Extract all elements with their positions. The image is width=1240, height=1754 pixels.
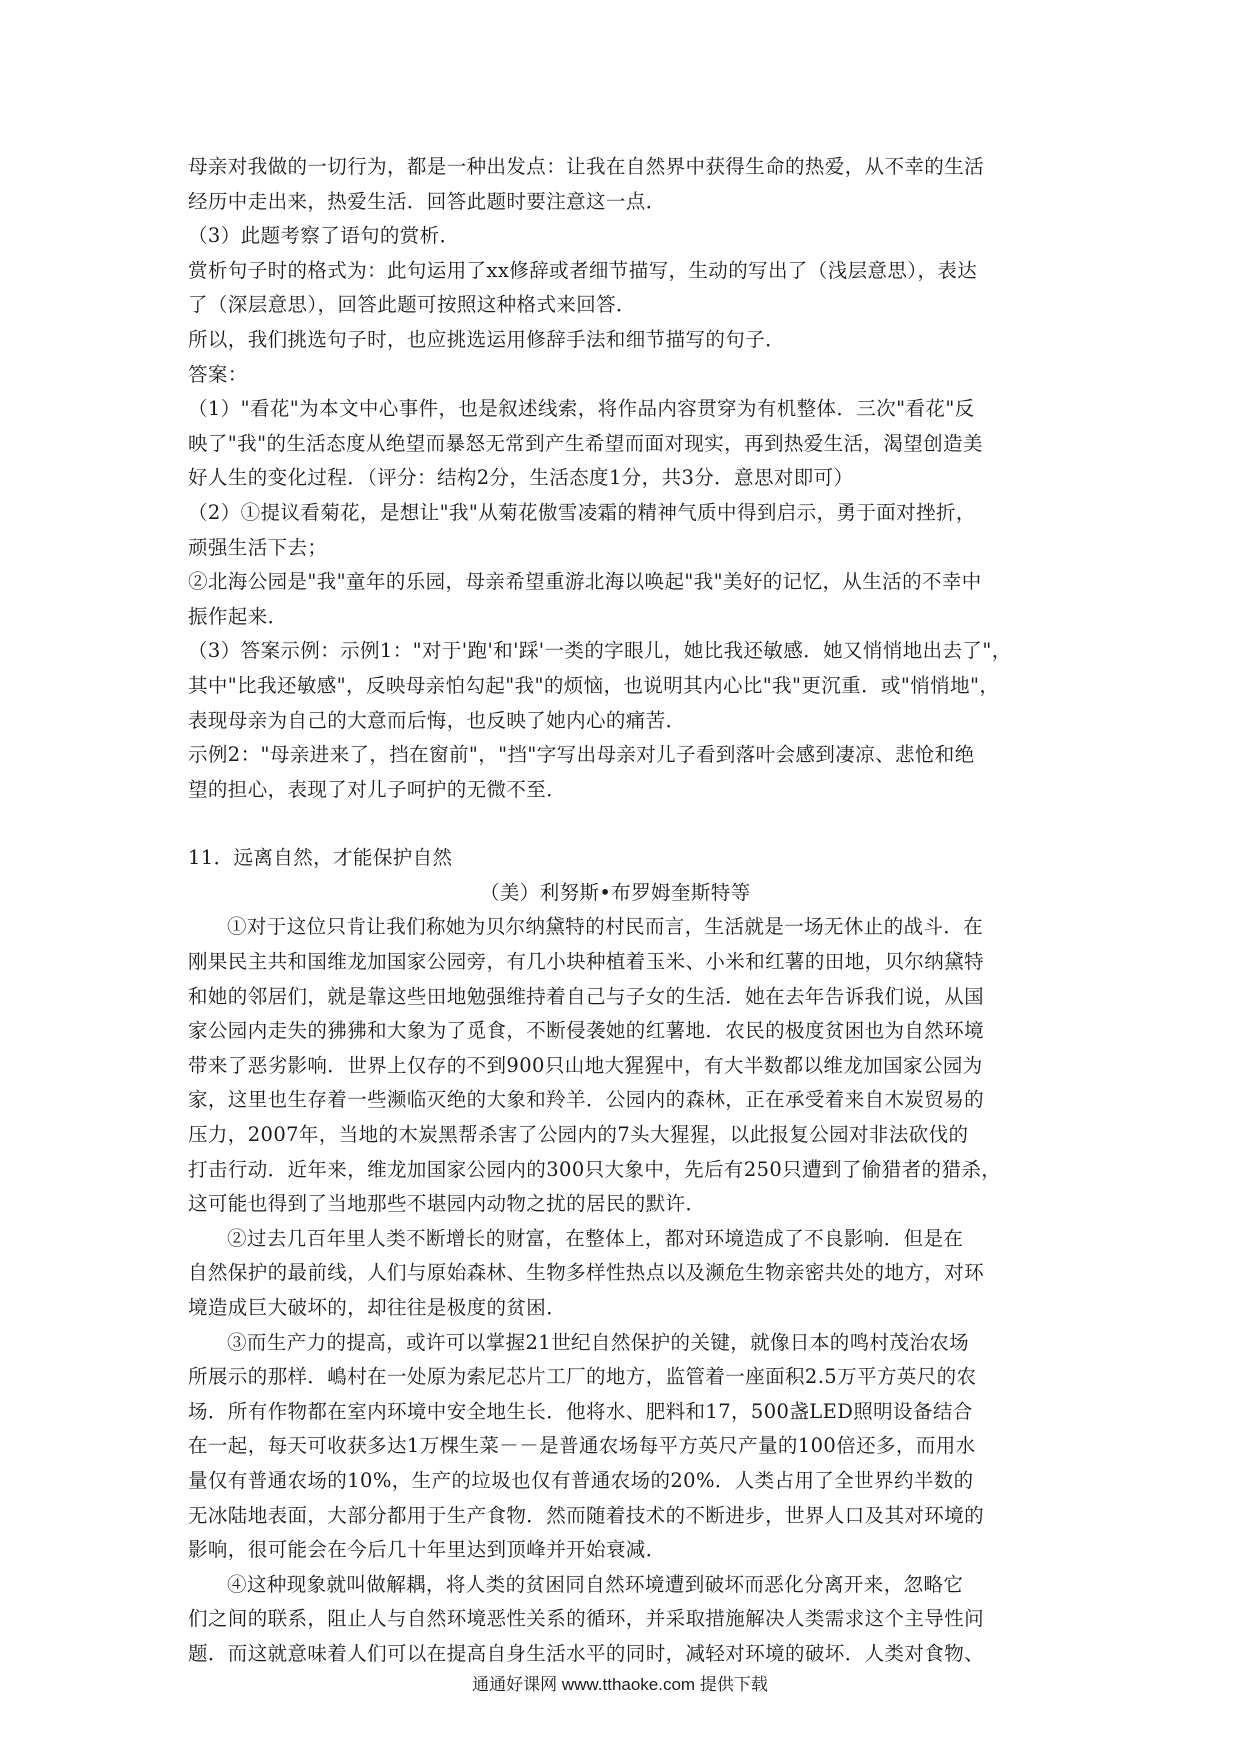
paragraph [188, 1326, 1054, 1568]
text-line: 家公园内走失的狒狒和大象为了觅食，不断侵袭她的红薯地．农民的极度贫困也为自然环境 [188, 1019, 985, 1043]
text-line: 母亲对我做的一切行为，都是一种出发点：让我在自然界中获得生命的热爱，从不幸的生活 [188, 155, 985, 178]
paragraph [188, 323, 1054, 358]
text-line: ②北海公园是"我"童年的乐园，母亲希望重游北海以唤起"我"美好的记忆，从生活的不幸中 [188, 570, 982, 594]
text-line: 无冰陆地表面，大部分都用于生产食物．然而随着技术的不断进步，世界人口及其对环境的 [188, 1503, 985, 1527]
article-title: 11．远离自然，才能保护自然 [188, 846, 453, 870]
paragraph [188, 496, 1054, 565]
text-line: （2）①提议看菊花，是想让"我"从菊花傲雪凌霜的精神气质中得到启示，勇于面对挫折， [188, 500, 976, 524]
text-line: 题．而这就意味着人们可以在提高自身生活水平的同时，减轻对环境的破坏．人类对食物、 [188, 1641, 985, 1665]
text-line: 压力，2007年，当地的木炭黑帮杀害了公园内的7头大猩猩，以此报复公园对非法砍伐的 [188, 1123, 969, 1147]
text-line: 映了"我"的生活态度从绝望而暴怒无常到产生希望而面对现实，再到热爱生活，渴望创造美 [188, 431, 983, 455]
text-line: （1）"看花"为本文中心事件，也是叙述线索，将作品内容贯穿为有机整体．三次"看花"反 [188, 397, 975, 421]
text-line: 振作起来． [188, 604, 288, 628]
text-line: 自然保护的最前线，人们与原始森林、生物多样性热点以及濒危生物亲密共处的地方，对环 [188, 1261, 985, 1285]
text-line: 经历中走出来，热爱生活．回答此题时要注意这一点． [188, 189, 666, 213]
paragraph [188, 150, 1054, 219]
text-line: ①对于这位只肯让我们称她为贝尔纳黛特的村民而言，生活就是一场无休止的战斗．在 [227, 915, 984, 939]
text-line: 所以，我们挑选句子时，也应挑选运用修辞手法和细节描写的句子． [188, 327, 786, 351]
paragraph [188, 254, 1054, 323]
text-line: 们之间的联系，阻止人与自然环境恶性关系的循环，并采取措施解决人类需求这个主导性问 [188, 1607, 985, 1631]
paragraph [188, 634, 1054, 738]
text-line: 顽强生活下去； [188, 535, 328, 559]
text-line: 带来了恶劣影响．世界上仅存的不到900只山地大猩猩中，有大半数都以维龙加国家公园为 [188, 1053, 983, 1077]
paragraph [188, 910, 1054, 1221]
text-line: 影响，很可能会在今后几十年里达到顶峰并开始衰减． [188, 1538, 666, 1562]
text-line: 打击行动．近年来，维龙加国家公园内的300只大象中，先后有250只遭到了偷猎者的猎杀， [188, 1157, 1002, 1181]
text-line: 答案： [188, 362, 248, 386]
text-line: 场．所有作物都在室内环境中安全地生长．他将水、肥料和17，500盏LED照明设备结合 [188, 1399, 973, 1423]
text-line: 望的担心，表现了对儿子呵护的无微不至． [188, 777, 567, 801]
paragraph [188, 738, 1054, 807]
paragraph [188, 392, 1054, 496]
page-footer: 通通好课网 www.tthaoke.com 提供下载 [472, 1675, 768, 1694]
paragraph [188, 1222, 1054, 1326]
text-line: （3）答案示例：示例1："对于'跑'和'踩'一类的字眼儿，她比我还敏感．她又悄悄地出去了"， [188, 639, 1012, 663]
paragraph [188, 565, 1054, 634]
text-line: 这可能也得到了当地那些不堪园内动物之扰的居民的默许． [188, 1192, 706, 1216]
text-line: 量仅有普通农场的10%，生产的垃圾也仅有普通农场的20%．人类占用了全世界约半数的 [188, 1468, 974, 1492]
answer-section [188, 150, 1054, 807]
text-line: ④这种现象就叫做解耦，将人类的贫困同自然环境遭到破坏而恶化分离开来，忽略它 [227, 1572, 964, 1596]
section-gap [188, 807, 1054, 841]
text-line: 赏析句子时的格式为：此句运用了xx修辞或者细节描写，生动的写出了（浅层意思），表达 [188, 258, 978, 282]
text-line: 和她的邻居们，就是靠这些田地勉强维持着自己与子女的生活．她在去年告诉我们说，从国 [188, 984, 985, 1008]
text-line: 在一起，每天可收获多达1万棵生菜－－是普通农场每平方英尺产量的100倍还多，而用水 [188, 1434, 976, 1458]
text-line: （3）此题考察了语句的赏析． [188, 224, 460, 248]
text-line: 家，这里也生存着一些濒临灭绝的大象和羚羊．公园内的森林，正在承受着来自木炭贸易的 [188, 1088, 985, 1112]
text-line: 其中"比我还敏感"，反映母亲怕勾起"我"的烦恼，也说明其内心比"我"更沉重．或"悄悄地"， [188, 673, 1000, 697]
text-line: 刚果民主共和国维龙加国家公园旁，有几小块种植着玉米、小米和红薯的田地，贝尔纳黛特 [188, 950, 985, 974]
article-section [188, 910, 1054, 1671]
text-line: 了（深层意思），回答此题可按照这种格式来回答． [188, 293, 636, 317]
article-byline: （美）利努斯•布罗姆奎斯特等 [480, 880, 751, 904]
paragraph [188, 219, 1054, 254]
paragraph [188, 358, 1054, 393]
text-line: 所展示的那样．嶋村在一处原为索尼芯片工厂的地方，监管着一座面积2.5万平方英尺的农 [188, 1365, 977, 1389]
text-line: 境造成巨大破坏的，却往往是极度的贫困． [188, 1296, 567, 1319]
text-line: ②过去几百年里人类不断增长的财富，在整体上，都对环境造成了不良影响．但是在 [227, 1226, 964, 1250]
text-line: 示例2："母亲进来了，挡在窗前"，"挡"字写出母亲对儿子看到落叶会感到凄凉、悲怆和绝 [188, 743, 975, 767]
text-line: 表现母亲为自己的大意而后悔，也反映了她内心的痛苦． [188, 708, 686, 732]
text-line: ③而生产力的提高，或许可以掌握21世纪自然保护的关键，就像日本的鸣村茂治农场 [227, 1330, 970, 1354]
text-line: 好人生的变化过程．（评分：结构2分，生活态度1分，共3分．意思对即可） [188, 466, 854, 490]
paragraph [188, 1568, 1054, 1672]
document-body [188, 150, 1054, 1672]
